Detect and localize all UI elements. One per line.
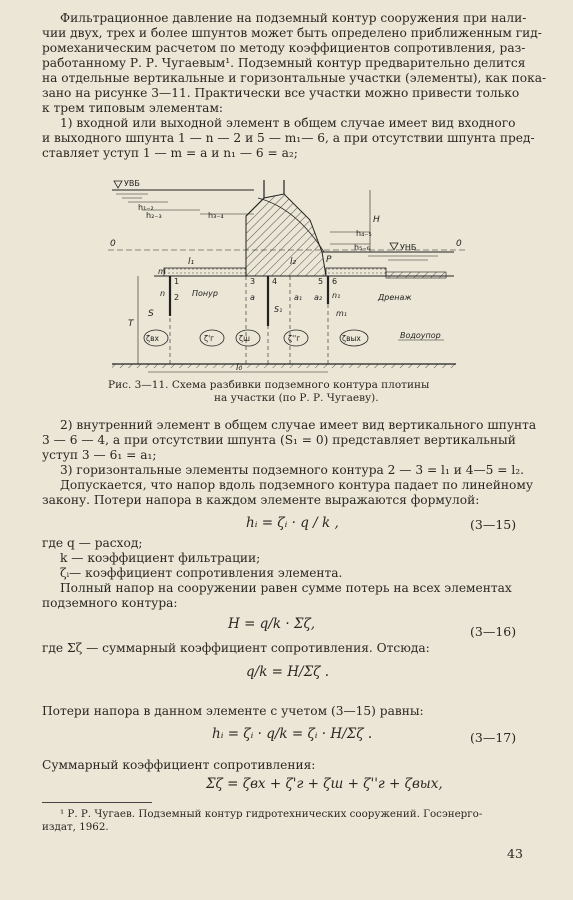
label-unb: УНБ xyxy=(400,243,417,252)
text-line: где Σζ — суммарный коэффициент сопротивления. Отсюда: xyxy=(42,641,430,655)
footnote-line: издат, 1962. xyxy=(42,821,109,833)
label-S1: S₁ xyxy=(274,305,283,314)
label-ponur: Понур xyxy=(192,289,218,298)
equation-number: (3—17) xyxy=(470,730,517,745)
zone-zg1 xyxy=(200,330,224,346)
formula-3-15: hᵢ = ζᵢ · q / k , xyxy=(246,515,339,531)
equation-number: (3—16) xyxy=(470,624,517,639)
label-l1: l₁ xyxy=(188,257,195,267)
text-line: Потери напора в данном элементе с учетом (3—15) равны: xyxy=(42,704,424,718)
text-line: работанному Р. Р. Чугаевым¹. Подземный контур предварительно делится xyxy=(42,56,526,70)
formula-qk: q/k = H/Σζ . xyxy=(246,664,330,680)
label-h34: h₃₋₄ xyxy=(208,211,224,220)
label-pt6: 6 xyxy=(332,277,338,286)
svg-text:ζвых: ζвых xyxy=(342,334,361,343)
text-line: зано на рисунке 3—11. Практически все участки можно привести только xyxy=(42,86,520,100)
text-line: 3) горизонтальные элементы подземного контура 2 — 3 = l₁ и 4—5 = l₂. xyxy=(60,463,525,477)
label-pt5: 5 xyxy=(318,277,324,286)
label-P: P xyxy=(326,255,332,265)
label-S: S xyxy=(148,309,154,319)
text-line: k — коэффициент фильтрации; xyxy=(60,551,261,565)
footnote-rule xyxy=(42,802,152,803)
figure-caption: на участки (по Р. Р. Чугаеву). xyxy=(214,392,379,404)
equation-number: (3—15) xyxy=(470,517,517,532)
label-l2: l₂ xyxy=(290,257,297,267)
svg-text:ζш: ζш xyxy=(239,334,250,343)
label-drenazh: Дренаж xyxy=(378,293,412,302)
footnote-line: ¹ Р. Р. Чугаев. Подземный контур гидротехнических сооружений. Госэнерго- xyxy=(60,808,483,820)
downstream-water-level xyxy=(322,243,454,260)
formula-3-17: hᵢ = ζᵢ · q/k = ζᵢ · H/Σζ . xyxy=(212,726,373,742)
text-line: подземного контура: xyxy=(42,596,178,610)
text-line: 1) входной или выходной элемент в общем случае имеет вид входного xyxy=(60,116,516,130)
text-line: закону. Потери напора в каждом элементе выражаются формулой: xyxy=(42,493,480,507)
text-line: к трем типовым элементам: xyxy=(42,101,224,115)
label-pt2: 2 xyxy=(174,293,180,302)
label-a: a xyxy=(250,293,255,302)
svg-text:ζ'г: ζ'г xyxy=(204,334,215,343)
label-T: T xyxy=(128,319,134,329)
zone-zvh xyxy=(144,330,168,346)
text-line: Суммарный коэффициент сопротивления: xyxy=(42,758,316,772)
text-line: на отдельные вертикальные и горизонтальные участки (элементы), как пока- xyxy=(42,71,547,85)
zone-zg2 xyxy=(284,330,308,346)
formula-3-16: H = q/k · Σζ, xyxy=(228,616,316,632)
label-ub: УВБ xyxy=(124,179,140,188)
drainage xyxy=(386,272,446,278)
svg-text:ζ''г: ζ''г xyxy=(288,334,301,343)
text-line: где q — расход; xyxy=(42,536,143,550)
text-line: ромеханическим расчетом по методу коэффициентов сопротивления, раз- xyxy=(42,41,526,55)
figure-caption: Рис. 3—11. Схема разбивки подземного контура плотины xyxy=(108,379,430,391)
zone-zvyh xyxy=(340,330,368,346)
label-h12: h₁₋₂ xyxy=(138,203,154,212)
text-line: Допускается, что напор вдоль подземного контура падает по линейному xyxy=(60,478,534,492)
text-line: ζᵢ— коэффициент сопротивления элемента. xyxy=(60,566,343,580)
label-l0: l₀ xyxy=(236,363,243,373)
figure-dam-contour-scheme xyxy=(108,176,468,378)
svg-text:ζвх: ζвх xyxy=(146,334,159,343)
label-pt3: 3 xyxy=(250,277,256,286)
label-h45: h₄₋₅ xyxy=(356,229,372,238)
ponur-apron xyxy=(164,268,246,276)
label-a2: a₂ xyxy=(314,293,323,302)
text-line: уступ 3 — 6₁ = a₁; xyxy=(42,448,157,462)
label-m1: m₁ xyxy=(336,309,347,318)
label-h23: h₂₋₃ xyxy=(146,211,162,220)
label-H: H xyxy=(373,215,380,225)
formula-sum-zeta: Σζ = ζвх + ζ'г + ζш + ζ''г + ζвых, xyxy=(206,776,443,792)
downstream-apron xyxy=(326,268,386,276)
label-n1: n₁ xyxy=(332,291,341,300)
page-number: 43 xyxy=(507,846,523,861)
label-n: n xyxy=(160,289,166,298)
text-line: Полный напор на сооружении равен сумме потерь на всех элементах xyxy=(60,581,512,595)
text-line: чии двух, трех и более шпунтов может быть определено приближенным гид- xyxy=(42,26,542,40)
text-line: и выходного шпунта 1 — n — 2 и 5 — m₁— 6, а при отсутствии шпунта пред- xyxy=(42,131,535,145)
label-pt4: 4 xyxy=(272,277,278,286)
label-h56: h₅₋₆ xyxy=(354,243,370,252)
label-datum-right: 0 xyxy=(456,239,462,249)
label-vodoupor: Водоупор xyxy=(400,331,441,340)
text-line: ставляет уступ 1 — m = a и n₁ — 6 = a₂; xyxy=(42,146,298,160)
text-line: 3 — 6 — 4, а при отсутствии шпунта (S₁ = 0) представляет вертикальный xyxy=(42,433,516,447)
text-line: Фильтрационное давление на подземный контур сооружения при нали- xyxy=(60,11,527,25)
label-pt1: 1 xyxy=(174,277,180,286)
label-m: m xyxy=(158,267,166,276)
dam-body xyxy=(246,194,326,276)
label-datum-left: 0 xyxy=(110,239,116,249)
text-line: 2) внутренний элемент в общем случае имеет вид вертикального шпунта xyxy=(60,418,537,432)
label-a1: a₁ xyxy=(294,293,303,302)
upstream-water-level xyxy=(112,179,254,198)
zone-zsh xyxy=(236,330,260,346)
